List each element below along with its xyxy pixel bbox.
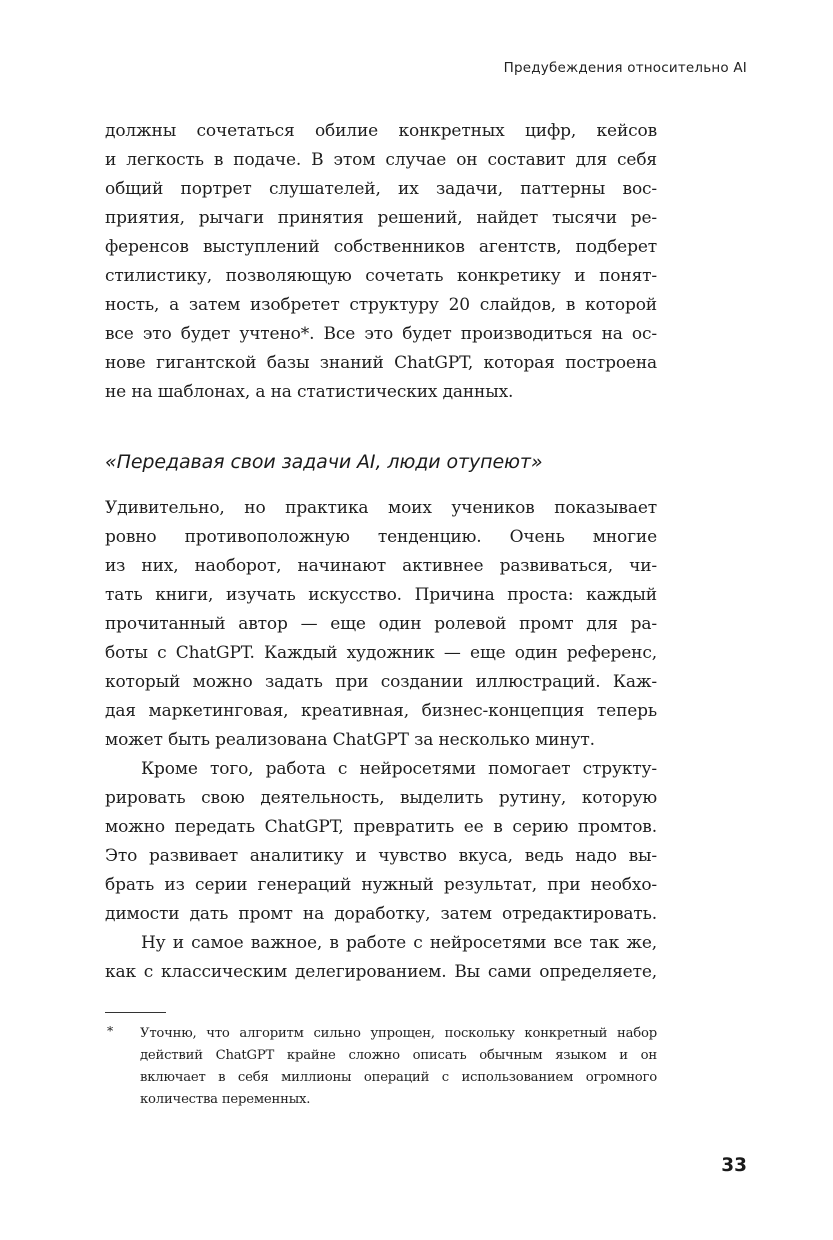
text-line: Удивительно, но практика моих учеников показывает (105, 498, 657, 518)
text-line: приятия, рычаги принятия решений, найдет тысячи ре- (105, 208, 657, 228)
footnote-marker: * (107, 1023, 114, 1038)
text-line: Это развивает аналитику и чувство вкуса, ведь надо вы- (105, 846, 657, 866)
footnote (140, 1023, 657, 1111)
text-line: димости дать промт на доработку, затем отредактировать. (105, 904, 657, 924)
text-line: должны сочетаться обилие конкретных цифр, кейсов (105, 121, 657, 141)
footnote-line: действий ChatGPT крайне сложно описать обычным языком и он (140, 1048, 657, 1063)
text-line: рировать свою деятельность, выделить рутину, которую (105, 788, 657, 808)
text-line: прочитанный автор — еще один ролевой промт для ра- (105, 614, 657, 634)
section-title: «Передавая свои задачи AI, люди отупеют» (105, 451, 543, 473)
text-line: Ну и самое важное, в работе с нейросетями все так же, (141, 933, 657, 953)
paragraph-2 (105, 494, 657, 987)
text-line: ференсов выступлений собственников агентств, подберет (105, 237, 657, 257)
text-line: может быть реализована ChatGPT за несколько минут. (105, 730, 595, 750)
text-line: стилистику, позволяющую сочетать конкретику и понят- (105, 266, 657, 286)
text-line: не на шаблонах, а на статистических данных. (105, 382, 514, 402)
text-line: и легкость в подаче. В этом случае он составит для себя (105, 150, 657, 170)
text-line: Кроме того, работа с нейросетями помогает структу- (141, 759, 657, 779)
text-line: тать книги, изучать искусство. Причина проста: каждый (105, 585, 657, 605)
running-header: Предубеждения относительно AI (503, 60, 747, 76)
text-line: общий портрет слушателей, их задачи, паттерны вос- (105, 179, 657, 199)
footnote-line: Уточню, что алгоритм сильно упрощен, поскольку конкретный набор (140, 1026, 657, 1041)
text-line: как с классическим делегированием. Вы сами определяете, (105, 962, 657, 982)
text-line: ровно противоположную тенденцию. Очень многие (105, 527, 657, 547)
footnote-line: количества переменных. (140, 1092, 311, 1107)
text-line: можно передать ChatGPT, превратить ее в серию промтов. (105, 817, 657, 837)
text-line: все это будет учтено*. Все это будет производиться на ос- (105, 324, 657, 344)
paragraph-continuation (105, 117, 657, 407)
footnote-divider (105, 1012, 166, 1013)
text-line: нове гигантской базы знаний ChatGPT, которая построена (105, 353, 657, 373)
text-line: который можно задать при создании иллюстраций. Каж- (105, 672, 657, 692)
text-line: боты с ChatGPT. Каждый художник — еще один референс, (105, 643, 657, 663)
text-line: ность, а затем изобретет структуру 20 слайдов, в которой (105, 295, 657, 315)
text-line: из них, наоборот, начинают активнее развиваться, чи- (105, 556, 657, 576)
text-line: брать из серии генераций нужный результат, при необхо- (105, 875, 657, 895)
footnote-line: включает в себя миллионы операций с использованием огромного (140, 1070, 657, 1085)
page-number: 33 (721, 1155, 747, 1176)
text-line: дая маркетинговая, креативная, бизнес-концепция теперь (105, 701, 657, 721)
